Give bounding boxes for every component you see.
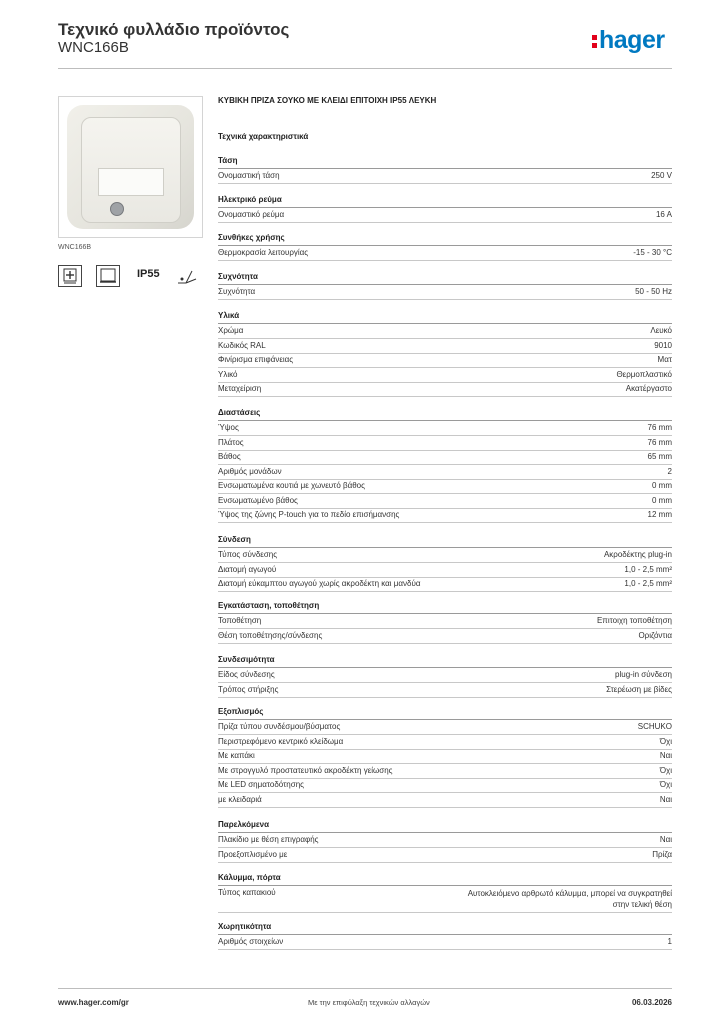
spec-value: 76 mm (647, 437, 672, 447)
spec-label: Μεταχείριση (218, 384, 262, 393)
spec-row (218, 170, 672, 184)
spec-value: Ναι (659, 835, 672, 844)
spec-value: Ακατέργαστο (625, 384, 672, 393)
spec-label: Περιστρεφόμενο κεντρικό κλείδωμα (218, 736, 344, 746)
header-divider (58, 68, 672, 69)
lock-icon (110, 202, 124, 216)
section-title: Κάλυμμα, πόρτα (218, 873, 281, 882)
spec-row (218, 549, 672, 563)
ip-rating-badge: IP55 (137, 268, 160, 280)
spec-label: Τύπος καπακιού (218, 888, 276, 897)
spec-row (218, 721, 672, 735)
spec-row (218, 209, 672, 223)
spec-row (218, 779, 672, 793)
spec-row (218, 340, 672, 354)
product-image (58, 96, 203, 238)
spec-row (218, 630, 672, 644)
spec-label: Κωδικός RAL (218, 340, 266, 350)
spec-row (218, 669, 672, 683)
section-divider (218, 323, 672, 324)
footer-date: 06.03.2026 (631, 998, 672, 1007)
spec-label: Αριθμός μονάδων (218, 466, 282, 476)
spec-value: 0 mm (652, 495, 672, 505)
spec-value: Αυτοκλειόμενο αρθρωτό κάλυμμα, μπορεί να συγκρατηθεί στην τελική θέση (467, 889, 672, 909)
spec-value: Οριζόντια (638, 630, 672, 640)
section-divider (218, 168, 672, 169)
spec-label: Είδος σύνδεσης (218, 670, 275, 679)
spec-label: Διατομή εύκαμπτου αγωγού χωρίς ακροδέκτη και μανδύα (218, 579, 421, 588)
spec-value: 0 mm (652, 481, 672, 490)
spec-value: -15 - 30 °C (633, 248, 672, 257)
section-divider (218, 613, 672, 614)
spec-value: 250 V (651, 171, 672, 180)
spec-value: Όχι (659, 736, 672, 746)
spec-row (218, 369, 672, 383)
spec-label: Ενσωματωμένο βάθος (218, 495, 298, 505)
spec-label: με κλειδαριά (218, 794, 262, 804)
spec-row (218, 247, 672, 261)
surface-mount-icon (96, 265, 120, 287)
spec-label: Ονομαστική τάση (218, 171, 280, 180)
section-divider (218, 885, 672, 886)
spec-label: Υλικό (218, 369, 238, 379)
spec-value: plug-in σύνδεση (615, 670, 672, 679)
spec-value: Θερμοπλαστικό (616, 369, 672, 379)
spec-row (218, 834, 672, 848)
spec-row (218, 684, 672, 698)
spec-row (218, 325, 672, 339)
spec-label: Φινίρισμα επιφάνειας (218, 355, 294, 364)
socket-cover (81, 117, 181, 223)
spec-label: Θέση τοποθέτησης/σύνδεσης (218, 630, 323, 640)
protection-class-icon (58, 265, 82, 287)
spec-row (218, 849, 672, 863)
spec-value: 50 - 50 Hz (635, 287, 672, 296)
logo-text: hager (599, 26, 665, 54)
spec-label: Συχνότητα (218, 287, 256, 296)
section-title: Χωρητικότητα (218, 922, 272, 931)
section-divider (218, 207, 672, 208)
section-title: Συνθήκες χρήσης (218, 233, 285, 242)
section-title: Διαστάσεις (218, 408, 261, 417)
spec-label: Με στρογγυλό προστατευτικό ακροδέκτη γείωσης (218, 765, 393, 775)
spec-row (218, 887, 672, 913)
spec-value: 76 mm (647, 423, 672, 432)
spec-label: Τοποθέτηση (218, 616, 262, 625)
page-title: Τεχνικό φυλλάδιο προϊόντος (58, 20, 290, 39)
spec-row (218, 286, 672, 300)
section-divider (218, 934, 672, 935)
section-divider (218, 832, 672, 833)
section-title: Παρελκόμενα (218, 820, 270, 829)
spec-row (218, 466, 672, 480)
spec-value: 2 (667, 466, 672, 476)
spec-value: Ναι (659, 751, 672, 760)
spec-value: 65 mm (647, 452, 672, 461)
spec-value: Όχι (659, 765, 672, 775)
spec-row (218, 615, 672, 629)
hager-logo (592, 26, 665, 55)
spec-value: Όχι (659, 780, 672, 789)
section-title: Υλικά (218, 311, 240, 320)
section-divider (218, 667, 672, 668)
spec-label: Με LED σηματοδότησης (218, 780, 304, 789)
section-title: Εγκατάσταση, τοποθέτηση (218, 601, 320, 610)
spec-label: Αριθμός στοιχείων (218, 937, 284, 946)
logo-dots-icon (592, 35, 597, 51)
spec-label: Ονομαστικό ρεύμα (218, 210, 285, 219)
section-title: Ηλεκτρικό ρεύμα (218, 195, 282, 204)
product-code: WNC166B (58, 39, 129, 56)
certification-icons (58, 265, 208, 289)
spec-row (218, 451, 672, 465)
spec-value: Λευκό (650, 326, 672, 335)
section-title: Συνδεσιμότητα (218, 655, 275, 664)
spec-row (218, 578, 672, 592)
spec-row (218, 495, 672, 509)
footer-divider (58, 988, 672, 989)
tech-heading: Τεχνικά χαρακτηριστικά (218, 132, 309, 141)
section-divider (218, 420, 672, 421)
section-title: Εξοπλισμός (218, 707, 264, 716)
product-title: ΚΥΒΙΚΗ ΠΡΙΖΑ ΣΟΥΚΟ ΜΕ ΚΛΕΙΔΙ ΕΠΙΤΟΙΧΗ IP55 ΛΕΥΚΗ (218, 96, 437, 105)
section-divider (218, 719, 672, 720)
spec-label: Τρόπος στήριξης (218, 684, 279, 694)
spec-row (218, 354, 672, 368)
spec-row (218, 750, 672, 764)
spec-value: 1 (667, 937, 672, 946)
spec-label: Ύψος της ζώνης P-touch για το πεδίο επισήμανσης (218, 510, 400, 519)
spec-label: Θερμοκρασία λειτουργίας (218, 248, 309, 257)
section-title: Σύνδεση (218, 535, 251, 544)
spec-value: 12 mm (647, 510, 672, 519)
section-title: Συχνότητα (218, 272, 258, 281)
spec-value: 1,0 - 2,5 mm² (624, 564, 672, 574)
spec-value: Ναι (659, 794, 672, 804)
spec-label: Βάθος (218, 452, 241, 461)
socket-body (67, 105, 194, 229)
spec-row (218, 736, 672, 750)
spec-label: Με καπάκι (218, 751, 255, 760)
spec-label: Ενσωματωμένα κουτιά με χωνευτό βάθος (218, 481, 365, 490)
spec-label: Χρώμα (218, 326, 244, 335)
spec-label: Ύψος (218, 423, 239, 432)
footer-url: www.hager.com/gr (58, 998, 129, 1007)
spec-label: Προεξοπλισμένο με (218, 849, 288, 859)
spec-value: Στερέωση με βίδες (606, 684, 672, 694)
spec-label: Τύπος σύνδεσης (218, 550, 278, 559)
plug-in-terminal-icon (174, 265, 200, 292)
spec-row (218, 936, 672, 950)
spec-row (218, 794, 672, 808)
spec-label: Διατομή αγωγού (218, 564, 277, 574)
section-title: Τάση (218, 156, 238, 165)
spec-value: 9010 (654, 340, 672, 350)
spec-row (218, 480, 672, 494)
footer-note: Με την επιφύλαξη τεχνικών αλλαγών (308, 998, 430, 1007)
spec-value: Ακροδέκτης plug-in (603, 550, 672, 559)
section-divider (218, 245, 672, 246)
label-window (98, 168, 164, 196)
spec-row (218, 383, 672, 397)
section-divider (218, 547, 672, 548)
spec-value: Πρίζα (652, 849, 672, 859)
spec-label: Πλάτος (218, 437, 244, 447)
spec-value: Επιτοιχη τοποθέτηση (596, 616, 672, 625)
spec-row (218, 437, 672, 451)
spec-label: Πλακίδιο με θέση επιγραφής (218, 835, 319, 844)
section-divider (218, 284, 672, 285)
spec-value: Ματ (657, 355, 672, 364)
spec-label: Πρίζα τύπου συνδέσμου/βύσματος (218, 722, 341, 731)
spec-row (218, 765, 672, 779)
image-caption: WNC166B (58, 244, 92, 251)
spec-value: 1,0 - 2,5 mm² (624, 579, 672, 588)
spec-row (218, 422, 672, 436)
spec-row (218, 564, 672, 578)
spec-value: 16 A (655, 210, 672, 219)
spec-row (218, 509, 672, 523)
spec-value: SCHUKO (637, 722, 672, 731)
